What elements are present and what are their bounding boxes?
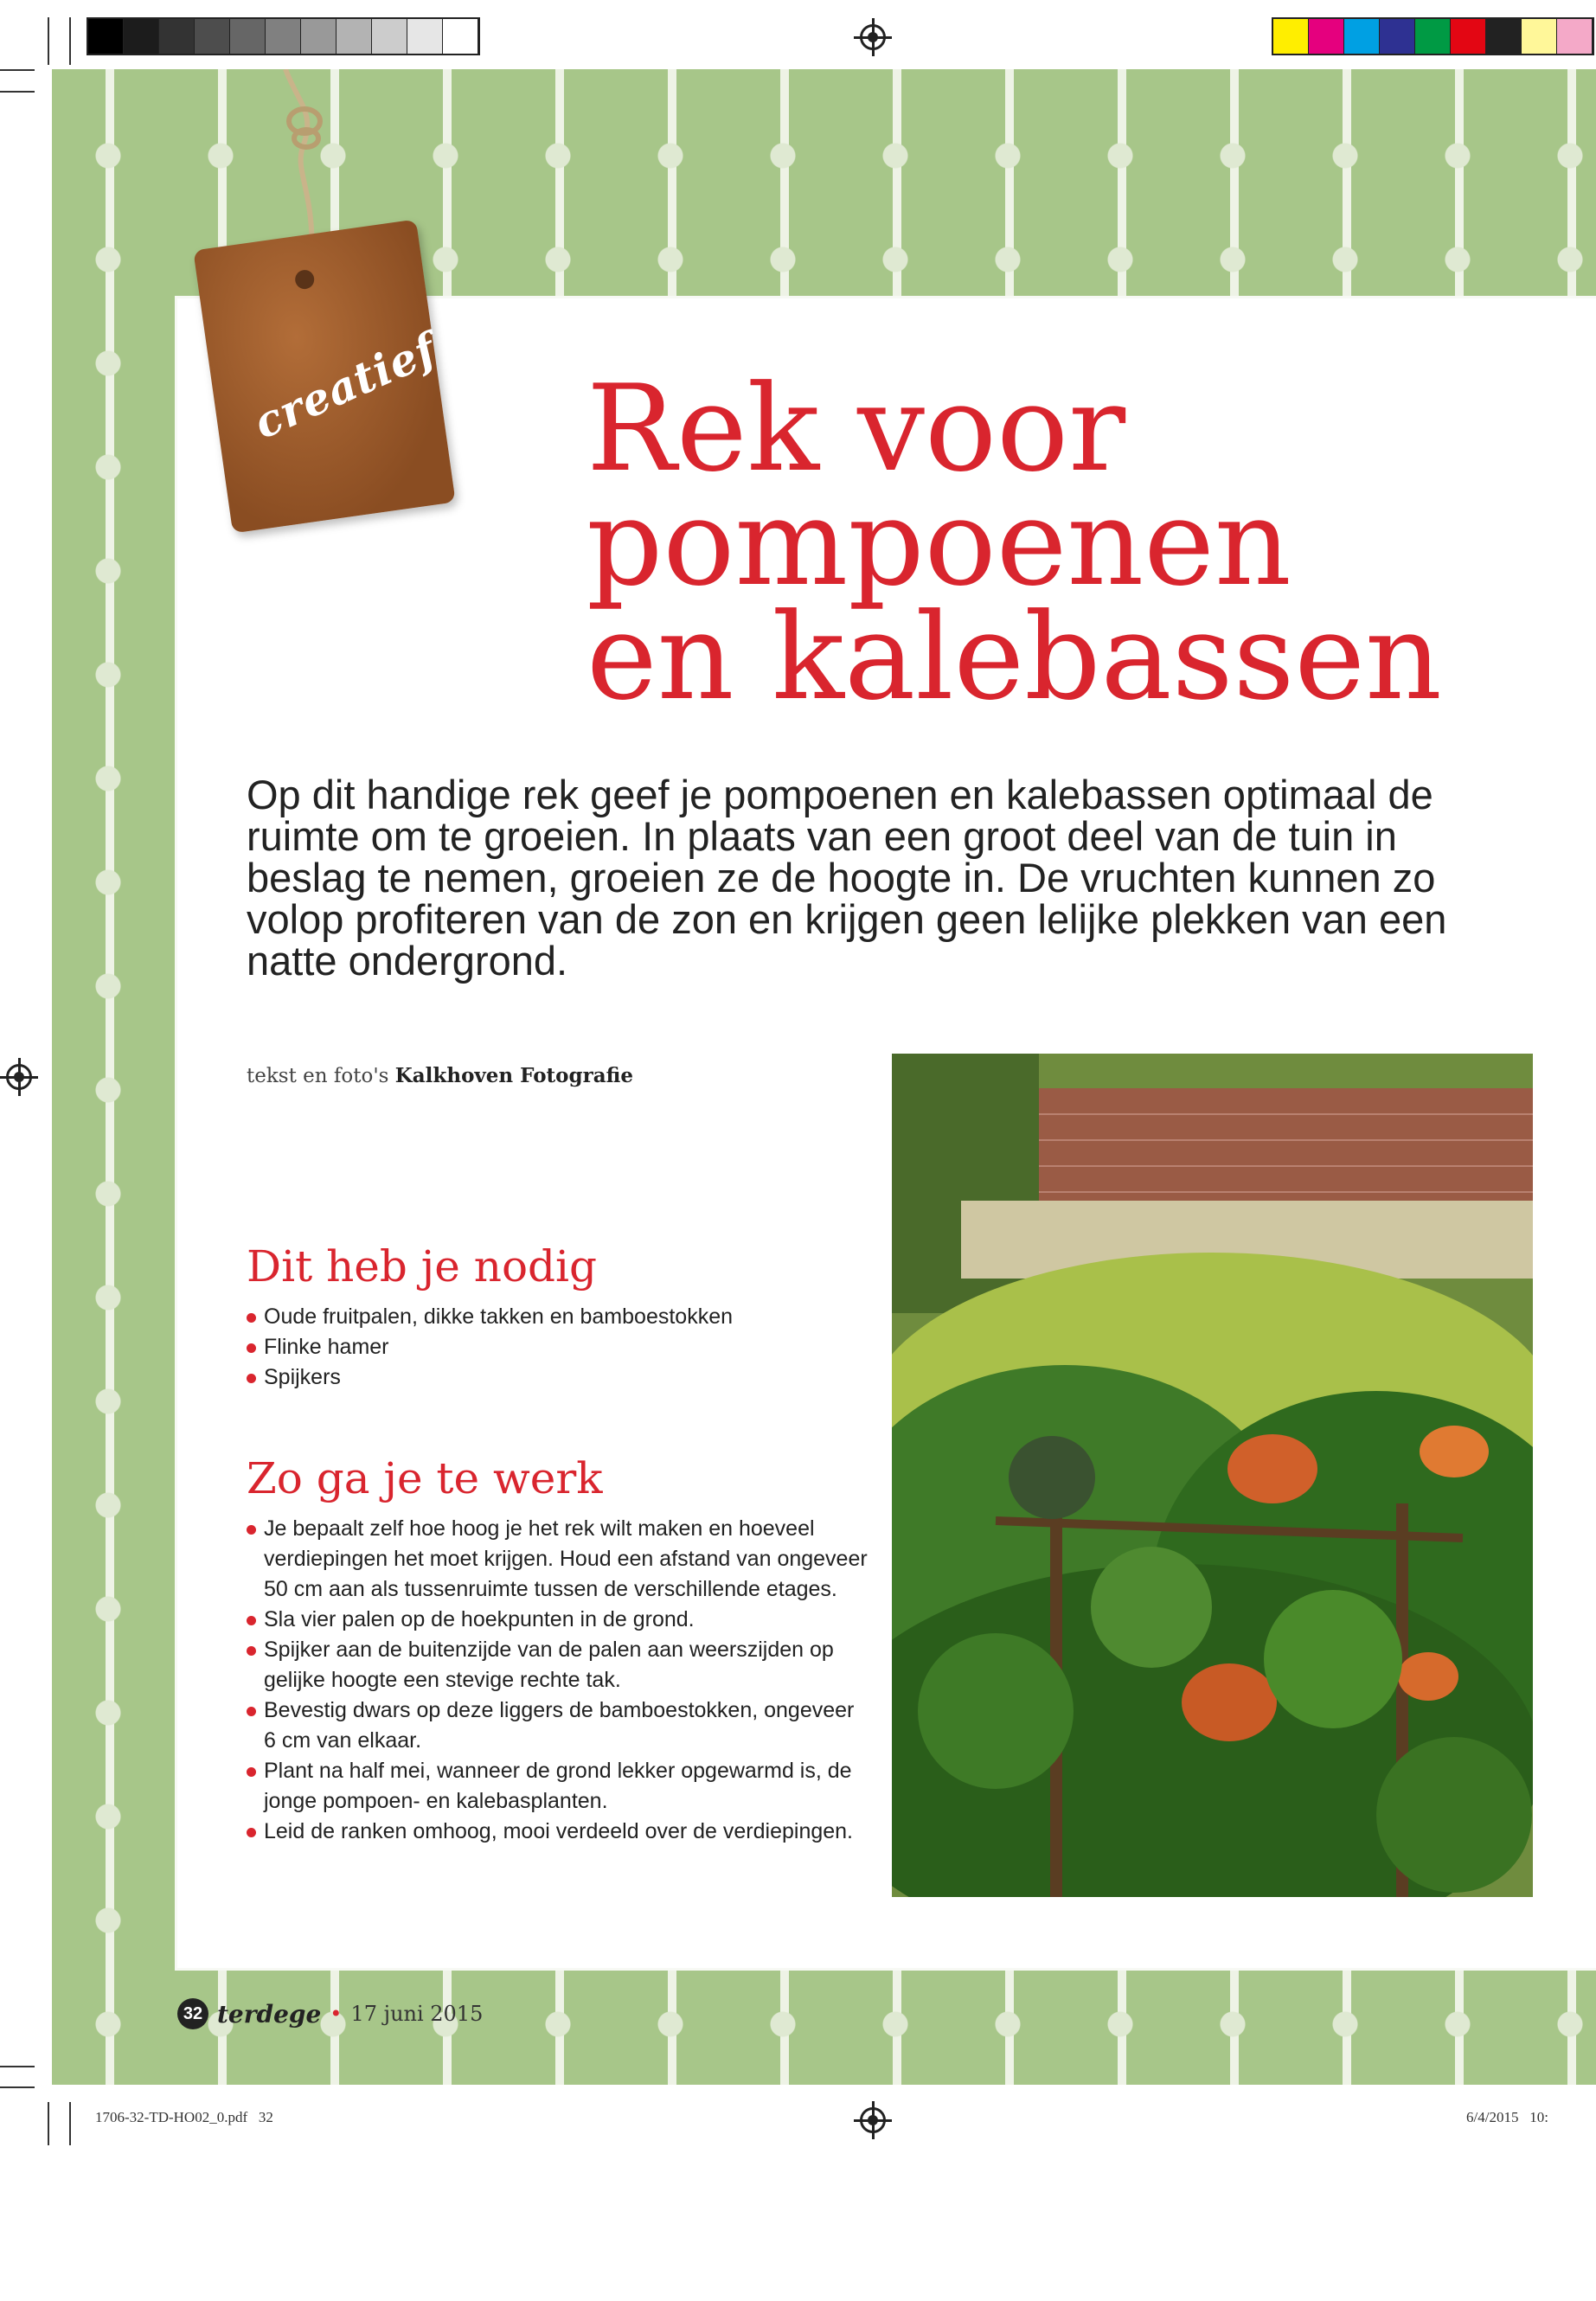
steps-heading: Zo ga je te werk (247, 1453, 603, 1503)
gray-color-bar (87, 17, 480, 55)
slug-page: 32 (258, 2109, 273, 2125)
color-swatch (1486, 19, 1522, 54)
print-slug-date (1466, 2109, 1548, 2126)
color-swatch (372, 19, 407, 54)
list-item: Leid de ranken omhoog, mooi verdeeld over de verdiepingen. (247, 1817, 869, 1847)
color-swatch (1344, 19, 1380, 54)
tag-hole (294, 269, 316, 291)
credit-name: Kalkhoven Fotografie (394, 1064, 633, 1087)
title-line: pompoenen (586, 473, 1292, 612)
color-swatch (1273, 19, 1309, 54)
category-tag (193, 220, 455, 534)
registration-mark-top (860, 24, 886, 50)
photo-credit (247, 1064, 633, 1087)
needs-heading: Dit heb je nodig (247, 1241, 598, 1292)
print-slug-file (95, 2109, 273, 2126)
list-item: Oude fruitpalen, dikke takken en bamboestokken (247, 1302, 869, 1332)
crop-mark (0, 69, 35, 71)
crop-mark (0, 91, 35, 93)
category-label: creatief (246, 323, 445, 449)
list-item: Bevestig dwars op deze liggers de bamboestokken, ongeveer 6 cm van elkaar. (247, 1695, 869, 1756)
list-item: Spijkers (247, 1362, 869, 1393)
process-color-bar (1272, 17, 1594, 55)
crop-mark (69, 2102, 71, 2145)
registration-mark-left (6, 1064, 32, 1090)
list-item: Flinke hamer (247, 1332, 869, 1362)
color-swatch (124, 19, 159, 54)
color-swatch (159, 19, 195, 54)
title-line: en kalebassen (586, 587, 1442, 727)
page-footer (177, 1998, 483, 2029)
crop-mark (0, 2066, 35, 2067)
credit-prefix: tekst en foto's (247, 1065, 389, 1087)
color-swatch (1380, 19, 1415, 54)
issue-date: 17 juni 2015 (350, 2002, 484, 2026)
registration-mark-bottom (860, 2107, 886, 2133)
steps-list (247, 1514, 869, 1847)
needs-list (247, 1302, 869, 1393)
list-item: Spijker aan de buitenzijde van de palen aan weerszijden op gelijke hoogte een stevige rechte tak. (247, 1635, 869, 1695)
color-swatch (1415, 19, 1451, 54)
slug-filename: 1706-32-TD-HO02_0.pdf (95, 2109, 248, 2125)
color-swatch (1451, 19, 1486, 54)
crop-mark (0, 2086, 35, 2088)
slug-time: 10: (1529, 2109, 1548, 2125)
list-item: Je bepaalt zelf hoe hoog je het rek wilt maken en hoeveel verdiepingen het moet krijgen. Houd een afstand van ongeveer 50 cm aan als tussenruimte tussen de verschillende etages. (247, 1514, 869, 1605)
slug-date: 6/4/2015 (1466, 2109, 1519, 2125)
photo-illustration (892, 1054, 1533, 1897)
intro-paragraph: Op dit handige rek geef je pompoenen en kalebassen optimaal de ruimte om te groeien. In plaats van een groot deel van de tuin in beslag te nemen, groeien ze de hoogte in. De vruchten kunnen zo volop profiteren van de zon en krijgen geen lelijke plekken van een natte ondergrond. (247, 772, 1447, 984)
magazine-name: terdege (217, 1999, 322, 2029)
article-title (586, 359, 1538, 727)
color-swatch (88, 19, 124, 54)
color-swatch (1522, 19, 1557, 54)
list-item: Plant na half mei, wanneer de grond lekker opgewarmd is, de jonge pompoen- en kalebasplanten. (247, 1756, 869, 1817)
crop-mark (69, 17, 71, 65)
pumpkin-rack-photo (892, 1054, 1533, 1897)
crop-mark (48, 2102, 49, 2145)
color-swatch (230, 19, 266, 54)
page-number: 32 (177, 1998, 208, 2029)
color-swatch (443, 19, 478, 54)
color-swatch (266, 19, 301, 54)
color-swatch (301, 19, 337, 54)
footer-separator: • (330, 2002, 343, 2026)
title-line: Rek voor (586, 359, 1126, 498)
color-swatch (195, 19, 230, 54)
crop-mark (48, 17, 49, 65)
color-swatch (337, 19, 372, 54)
color-swatch (1309, 19, 1344, 54)
color-swatch (1557, 19, 1593, 54)
color-swatch (407, 19, 443, 54)
list-item: Sla vier palen op de hoekpunten in de grond. (247, 1605, 869, 1635)
